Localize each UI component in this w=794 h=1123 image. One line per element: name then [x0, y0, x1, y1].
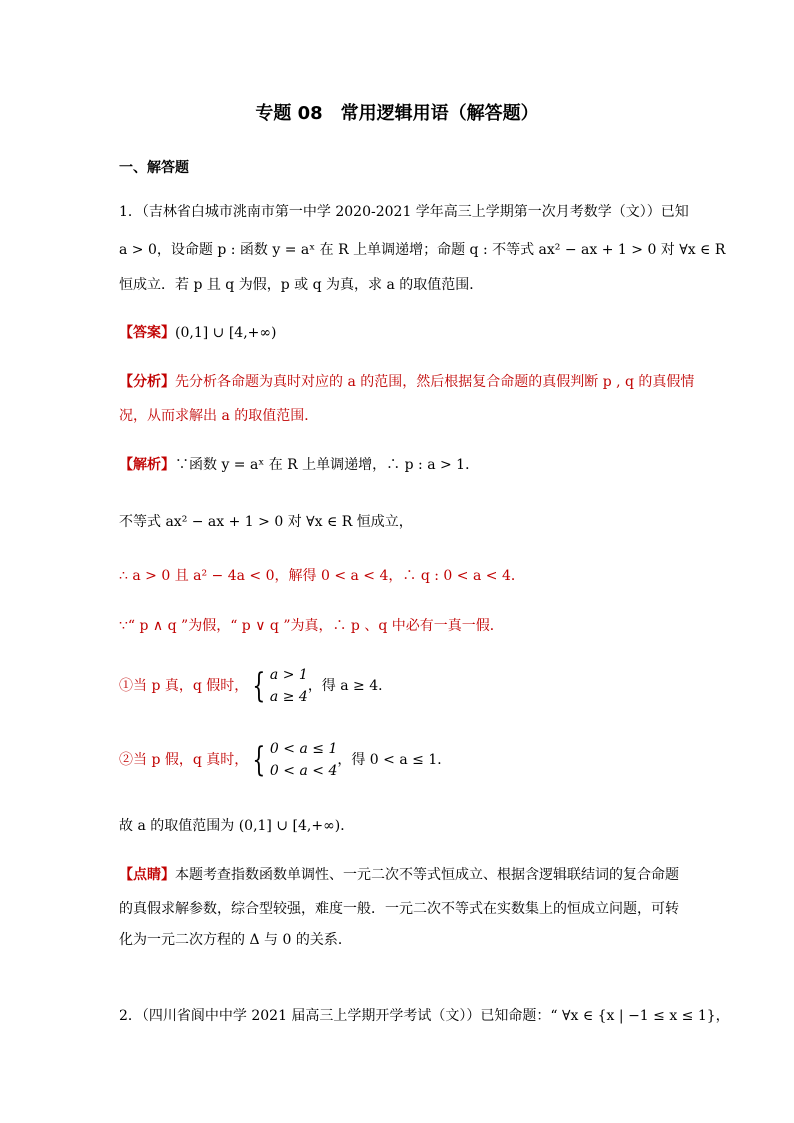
case1-eq2: a ≥ 4 [269, 689, 308, 705]
q1-solution-line-2: 不等式 ax² − ax + 1 > 0 对 ∀x ∈ R 恒成立， [119, 514, 413, 530]
section-heading: 一、解答题 [119, 160, 189, 176]
q1-answer [119, 323, 277, 343]
q2-text-line-1: 2．（四川省阆中中学 2021 届高三上学期开学考试（文））已知命题：“ ∀x ∈ {x | −1 ≤ x ≤ 1}， [119, 1008, 730, 1024]
q1-comment-line-1 [119, 865, 679, 885]
q1-case-2 [119, 738, 451, 782]
case1-prefix: ①当 p 真，q 假时， [119, 678, 249, 694]
q1-solution-line-4: ∵“ p ∧ q ”为假，“ p ∨ q ”为真，∴ p 、q 中必有一真一假． [119, 618, 504, 634]
q1-comment-line-2: 的真假求解参数，综合型较强，难度一般．一元二次不等式在实数集上的恒成立问题，可转 [119, 901, 679, 917]
case2-eq2: 0 < a < 4 [269, 763, 338, 779]
q1-comment-line-3: 化为一元二次方程的 Δ 与 0 的关系． [119, 932, 352, 948]
q1-solution-line-3: ∴ a > 0 且 a² − 4a < 0，解得 0 < a < 4，∴ q : 0 < a < 4． [119, 568, 525, 584]
case2-eq1: 0 < a ≤ 1 [269, 741, 338, 757]
answer-tag: 【答案】 [119, 325, 175, 341]
q1-text-line-3: 恒成立．若 p 且 q 为假，p 或 q 为真，求 a 的取值范围． [119, 277, 484, 293]
page-title: 专题 08 常用逻辑用语（解答题） [255, 103, 539, 124]
case1-eq1: a > 1 [269, 667, 308, 683]
q1-analysis-line-2: 况，从而求解出 a 的取值范围． [119, 408, 319, 424]
q1-text-line-1: 1．（吉林省白城市洮南市第一中学 2020-2021 学年高三上学期第一次月考数学（文））已知 [119, 204, 689, 220]
q1-analysis-line-1 [119, 372, 694, 392]
comment-text: 本题考查指数函数单调性、一元二次不等式恒成立、根据含逻辑联结词的复合命题 [175, 867, 679, 883]
comment-tag: 【点睛】 [119, 867, 175, 883]
case1-suffix: ，得 a ≥ 4． [307, 678, 393, 694]
q1-text-line-2: a > 0，设命题 p : 函数 y = aˣ 在 R 上单调递增；命题 q : 不等式 ax² − ax + 1 > 0 对 ∀x ∈ R [119, 242, 726, 258]
q1-solution-line-1 [119, 455, 479, 475]
solution-tag: 【解析】 [119, 457, 175, 473]
q1-conclusion: 故 a 的取值范围为 (0,1] ∪ [4,+∞)． [119, 818, 355, 834]
analysis-text: 先分析各命题为真时对应的 a 的范围，然后根据复合命题的真假判断 p , q 的真假情 [175, 374, 695, 390]
case2-suffix: ，得 0 < a ≤ 1． [337, 752, 452, 768]
answer-value: (0,1] ∪ [4,+∞) [175, 325, 277, 341]
case2-system [270, 738, 337, 782]
analysis-tag: 【分析】 [119, 374, 175, 390]
case1-system [270, 664, 308, 708]
q1-case-1 [119, 664, 392, 708]
left-brace-icon: { [252, 666, 266, 706]
case2-prefix: ②当 p 假，q 真时， [119, 752, 249, 768]
left-brace-icon: { [252, 740, 266, 780]
solution-text: ∵函数 y = aˣ 在 R 上单调递增，∴ p : a > 1． [175, 457, 480, 473]
